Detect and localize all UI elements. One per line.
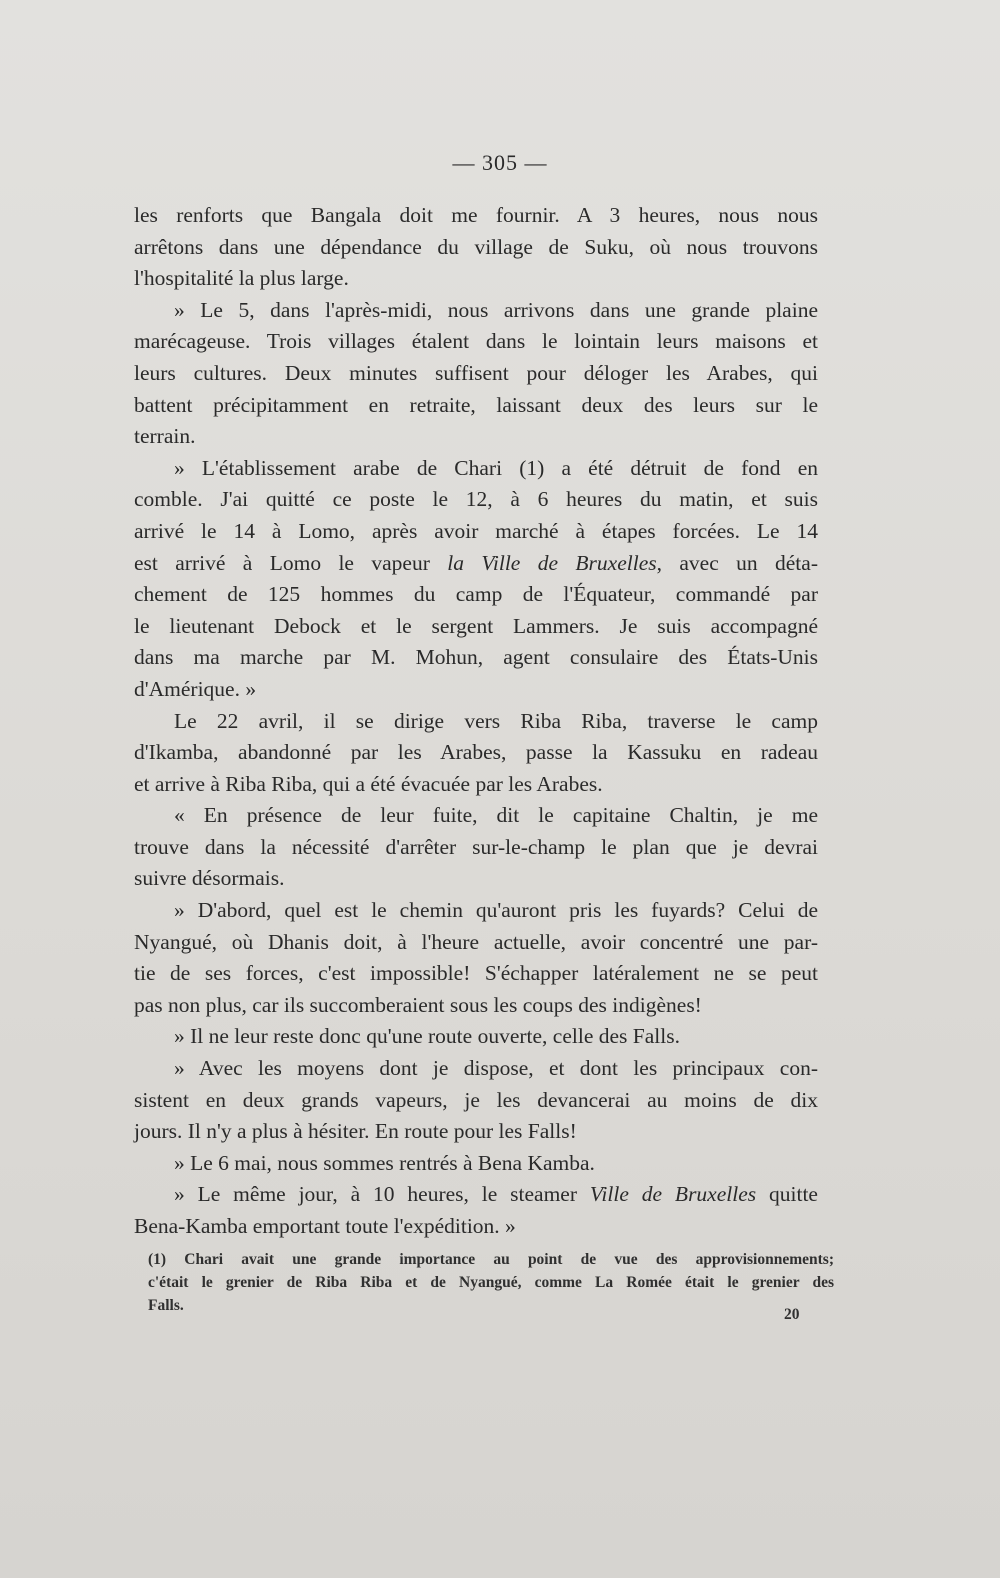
footnote-line: (1) Chari avait une grande importance au point de vue des approvisionnements; bbox=[148, 1251, 834, 1268]
footnote-line: c'était le grenier de Riba Riba et de Nyangué, comme La Romée était le grenier des bbox=[148, 1274, 834, 1291]
text-line: » Il ne leur reste donc qu'une route ouverte, celle des Falls. bbox=[174, 1024, 680, 1049]
signature-mark: 20 bbox=[784, 1306, 800, 1323]
text-line: Le 22 avril, il se dirige vers Riba Riba, traverse le camp bbox=[174, 708, 818, 733]
ship-name: Ville de Bruxelles bbox=[589, 1182, 757, 1207]
text-line: marécageuse. Trois villages étalent dans le lointain leurs maisons et bbox=[134, 329, 818, 354]
text-line: arrivé le 14 à Lomo, après avoir marché à étapes forcées. Le 14 bbox=[134, 518, 818, 543]
text-line: » D'abord, quel est le chemin qu'auront pris les fuyards? Celui de bbox=[174, 898, 818, 923]
ship-name: la Ville de Bruxelles bbox=[447, 550, 657, 575]
text-line: d'Ikamba, abandonné par les Arabes, passe la Kassuku en radeau bbox=[134, 740, 818, 765]
text-line: « En présence de leur fuite, dit le capitaine Chaltin, je me bbox=[174, 803, 818, 828]
footnote-line: Falls. bbox=[148, 1297, 184, 1314]
text-line: le lieutenant Debock et le sergent Lammers. Je suis accompagné bbox=[134, 613, 818, 638]
text-line: arrêtons dans une dépendance du village de Suku, où nous trouvons bbox=[134, 234, 818, 259]
text-line: » Le 5, dans l'après-midi, nous arrivons dans une grande plaine bbox=[174, 297, 818, 322]
text-line: terrain. bbox=[134, 424, 196, 449]
footnote bbox=[148, 1248, 834, 1317]
text-line: tie de ses forces, c'est impossible! S'échapper latéralement ne se peut bbox=[134, 961, 818, 986]
text-line: » Le 6 mai, nous sommes rentrés à Bena Kamba. bbox=[174, 1150, 595, 1175]
text-line: l'hospitalité la plus large. bbox=[134, 266, 349, 291]
text-line: pas non plus, car ils succomberaient sous les coups des indigènes! bbox=[134, 992, 702, 1017]
body-text bbox=[134, 200, 818, 1243]
text-line: Nyangué, où Dhanis doit, à l'heure actuelle, avoir concentré une par- bbox=[134, 929, 818, 954]
text-line-mixed: » Le même jour, à 10 heures, le steamer Ville de Bruxelles quitte bbox=[174, 1182, 818, 1207]
text-line: et arrive à Riba Riba, qui a été évacuée par les Arabes. bbox=[134, 771, 603, 796]
text-line: sistent en deux grands vapeurs, je les devancerai au moins de dix bbox=[134, 1087, 818, 1112]
text-line: Bena-Kamba emportant toute l'expédition. » bbox=[134, 1214, 516, 1238]
text-line-mixed: est arrivé à Lomo le vapeur la Ville de Bruxelles, avec un déta- bbox=[134, 550, 818, 575]
text-line: les renforts que Bangala doit me fournir. A 3 heures, nous nous bbox=[134, 203, 818, 227]
text-line: suivre désormais. bbox=[134, 866, 285, 891]
text-line: trouve dans la nécessité d'arrêter sur-le-champ le plan que je devrai bbox=[134, 834, 818, 859]
text-line: comble. J'ai quitté ce poste le 12, à 6 heures du matin, et suis bbox=[134, 487, 818, 512]
text-line: leurs cultures. Deux minutes suffisent pour déloger les Arabes, qui bbox=[134, 360, 818, 385]
text-line: » L'établissement arabe de Chari (1) a été détruit de fond en bbox=[174, 455, 818, 480]
text-line: chement de 125 hommes du camp de l'Équateur, commandé par bbox=[134, 582, 818, 607]
page-number: — 305 — bbox=[452, 150, 548, 175]
text-line: jours. Il n'y a plus à hésiter. En route pour les Falls! bbox=[134, 1119, 577, 1144]
text-line: dans ma marche par M. Mohun, agent consulaire des États-Unis bbox=[134, 645, 818, 670]
text-line: » Avec les moyens dont je dispose, et dont les principaux con- bbox=[174, 1056, 818, 1081]
text-line: battent précipitamment en retraite, laissant deux des leurs sur le bbox=[134, 392, 818, 417]
text-line: d'Amérique. » bbox=[134, 676, 257, 701]
